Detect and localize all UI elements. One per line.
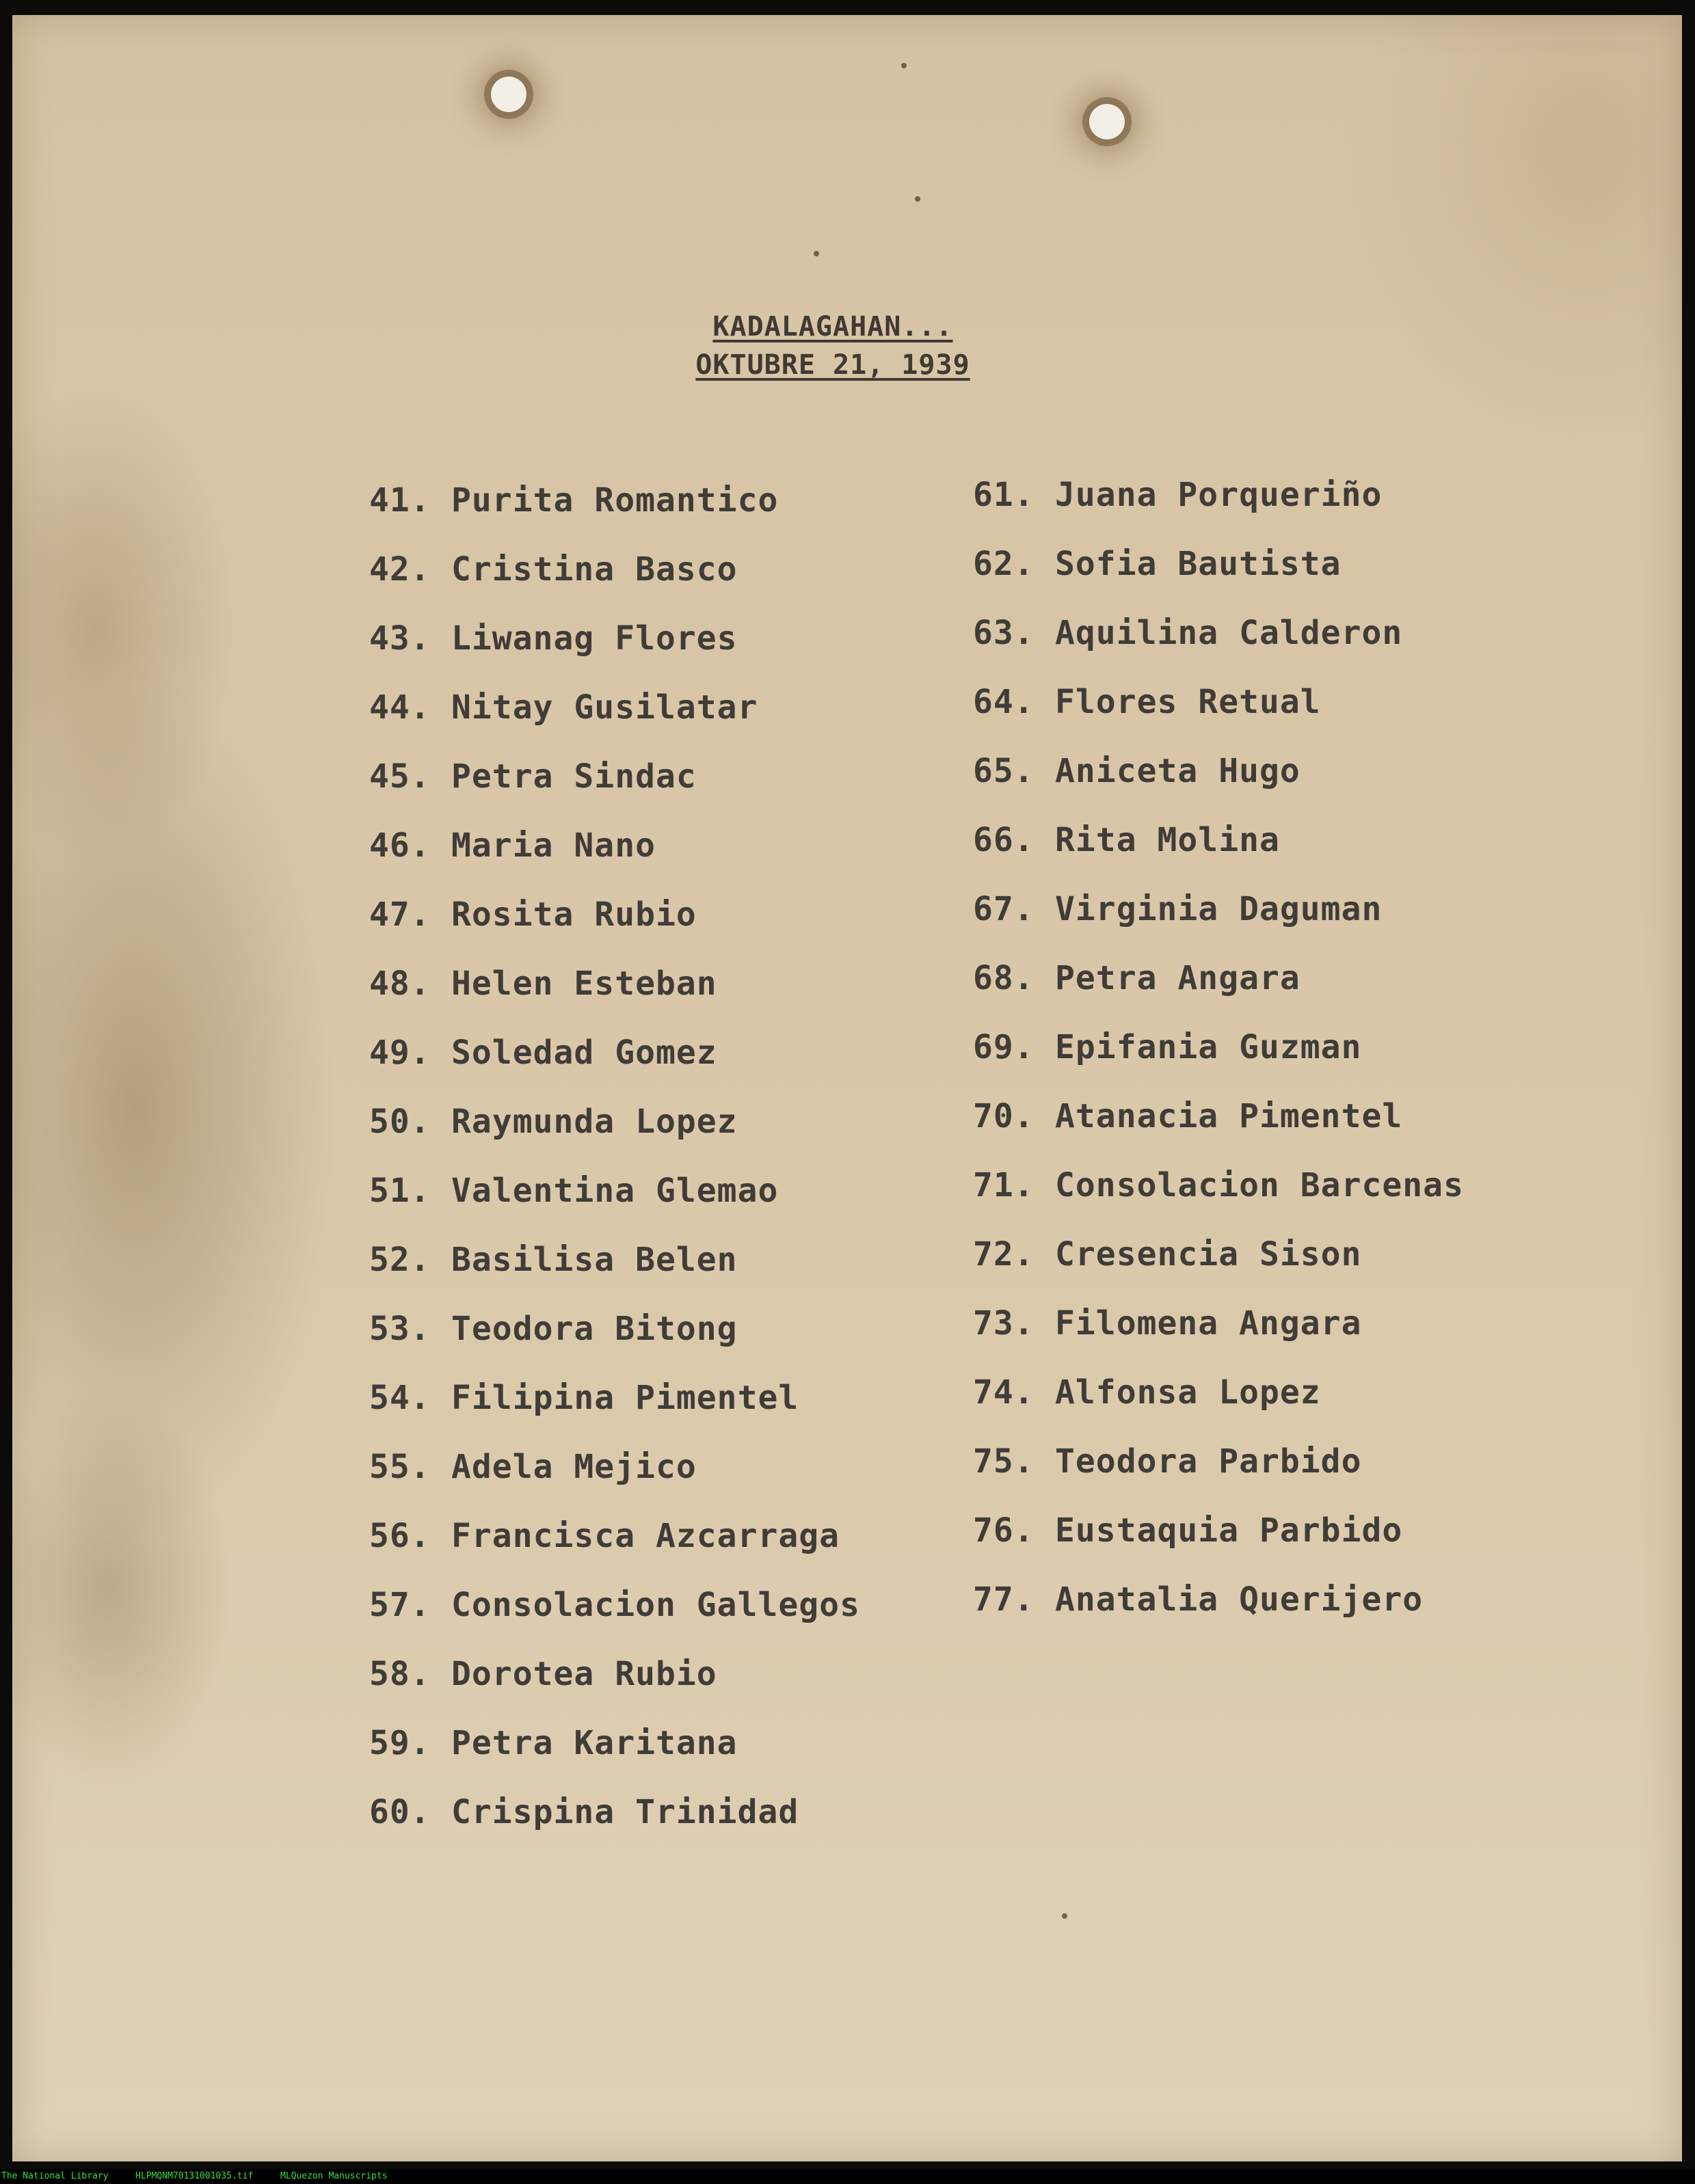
item-name: Teodora Parbido: [1055, 1442, 1362, 1481]
list-item: [369, 825, 860, 894]
document-title: KADALAGAHAN...: [712, 311, 953, 342]
list-item: [973, 612, 1464, 682]
list-item: [369, 894, 860, 963]
item-number: 76.: [973, 1511, 1035, 1550]
document-page: [12, 15, 1682, 2161]
list-item: [973, 1441, 1464, 1510]
item-name: Aquilina Calderon: [1055, 614, 1403, 652]
item-number: 46.: [369, 826, 431, 865]
item-name: Juana Porqueriño: [1055, 476, 1383, 514]
item-name: Petra Karitana: [451, 1724, 738, 1762]
item-number: 44.: [369, 688, 431, 727]
punch-hole-left: [491, 77, 526, 112]
item-name: Adela Mejico: [451, 1448, 697, 1486]
item-number: 71.: [973, 1166, 1035, 1204]
item-name: Cristina Basco: [451, 550, 738, 589]
list-item: [369, 1239, 860, 1308]
list-item: [369, 549, 860, 618]
list-item: [369, 963, 860, 1032]
item-name: Eustaquia Parbido: [1055, 1511, 1403, 1550]
item-number: 42.: [369, 550, 431, 589]
list-item: [973, 1579, 1464, 1648]
item-name: Petra Angara: [1055, 959, 1300, 997]
item-name: Basilisa Belen: [451, 1241, 738, 1279]
list-item: [369, 1032, 860, 1101]
ink-speck: [1062, 1913, 1067, 1919]
item-name: Nitay Gusilatar: [451, 688, 758, 727]
list-item: [369, 1308, 860, 1377]
item-number: 52.: [369, 1241, 431, 1279]
item-number: 56.: [369, 1517, 431, 1555]
list-item: [973, 1027, 1464, 1096]
item-name: Filipina Pimentel: [451, 1379, 799, 1417]
list-item: [973, 474, 1464, 543]
item-name: Consolacion Barcenas: [1055, 1166, 1464, 1204]
item-name: Filomena Angara: [1055, 1304, 1362, 1343]
item-name: Rosita Rubio: [451, 895, 697, 934]
list-item: [973, 820, 1464, 889]
item-name: Crispina Trinidad: [451, 1793, 799, 1831]
item-name: Petra Sindac: [451, 757, 697, 796]
item-number: 67.: [973, 890, 1035, 928]
item-name: Virginia Daguman: [1055, 890, 1383, 928]
list-item: [369, 1723, 860, 1792]
footer-library: The National Library: [1, 2171, 109, 2181]
item-number: 73.: [973, 1304, 1035, 1343]
item-name: Atanacia Pimentel: [1055, 1097, 1403, 1135]
list-item: [369, 1101, 860, 1170]
ink-speck: [814, 251, 819, 256]
item-number: 48.: [369, 965, 431, 1003]
item-number: 54.: [369, 1379, 431, 1417]
list-item: [369, 756, 860, 825]
list-item: [369, 1446, 860, 1515]
item-number: 45.: [369, 757, 431, 796]
list-item: [973, 958, 1464, 1027]
list-item: [973, 682, 1464, 751]
item-number: 43.: [369, 619, 431, 658]
list-item: [369, 1654, 860, 1723]
list-item: [369, 1792, 860, 1861]
list-item: [369, 1585, 860, 1654]
list-item: [973, 1096, 1464, 1165]
list-item: [973, 1234, 1464, 1303]
item-number: 69.: [973, 1028, 1035, 1066]
item-name: Raymunda Lopez: [451, 1103, 738, 1141]
item-number: 68.: [973, 959, 1035, 997]
names-list-left: [369, 480, 860, 1861]
item-number: 61.: [973, 476, 1035, 514]
item-number: 55.: [369, 1448, 431, 1486]
item-number: 75.: [973, 1442, 1035, 1481]
item-name: Flores Retual: [1055, 683, 1321, 721]
list-item: [369, 1515, 860, 1585]
item-name: Rita Molina: [1055, 821, 1280, 859]
item-number: 77.: [973, 1580, 1035, 1619]
list-item: [973, 889, 1464, 958]
item-number: 62.: [973, 545, 1035, 583]
item-number: 74.: [973, 1373, 1035, 1412]
document-date: OKTUBRE 21, 1939: [695, 349, 970, 381]
item-number: 41.: [369, 481, 431, 520]
item-name: Soledad Gomez: [451, 1034, 717, 1072]
item-number: 57.: [369, 1586, 431, 1624]
item-number: 53.: [369, 1310, 431, 1348]
item-name: Cresencia Sison: [1055, 1235, 1362, 1273]
item-number: 49.: [369, 1034, 431, 1072]
item-name: Helen Esteban: [451, 965, 717, 1003]
ink-speck: [901, 63, 907, 68]
item-name: Consolacion Gallegos: [451, 1586, 860, 1624]
item-name: Anatalia Querijero: [1055, 1580, 1424, 1619]
item-number: 70.: [973, 1097, 1035, 1135]
list-item: [973, 1372, 1464, 1441]
item-name: Liwanag Flores: [451, 619, 738, 658]
item-name: Alfonsa Lopez: [1055, 1373, 1321, 1412]
item-name: Francisca Azcarraga: [451, 1517, 840, 1555]
list-item: [973, 1510, 1464, 1579]
list-item: [369, 1377, 860, 1446]
item-number: 59.: [369, 1724, 431, 1762]
punch-hole-right: [1089, 104, 1125, 139]
item-name: Dorotea Rubio: [451, 1655, 717, 1693]
item-name: Epifania Guzman: [1055, 1028, 1362, 1066]
item-number: 72.: [973, 1235, 1035, 1273]
list-item: [973, 543, 1464, 612]
list-item: [369, 618, 860, 687]
item-number: 63.: [973, 614, 1035, 652]
item-name: Teodora Bitong: [451, 1310, 738, 1348]
item-number: 50.: [369, 1103, 431, 1141]
item-name: Aniceta Hugo: [1055, 752, 1300, 790]
item-number: 58.: [369, 1655, 431, 1693]
list-item: [369, 480, 860, 549]
list-item: [369, 687, 860, 756]
footer-filename: HLPMQNM70131001035.tif: [135, 2171, 254, 2181]
names-list-right: [973, 474, 1464, 1648]
ink-speck: [915, 196, 920, 202]
archive-footer: [0, 2169, 1695, 2184]
list-item: [369, 1170, 860, 1239]
document-heading: [641, 308, 1024, 384]
list-item: [973, 1165, 1464, 1234]
item-name: Sofia Bautista: [1055, 545, 1342, 583]
item-number: 65.: [973, 752, 1035, 790]
item-number: 60.: [369, 1793, 431, 1831]
item-number: 47.: [369, 895, 431, 934]
item-name: Purita Romantico: [451, 481, 779, 520]
item-name: Maria Nano: [451, 826, 656, 865]
footer-collection: MLQuezon Manuscripts: [280, 2171, 388, 2181]
list-item: [973, 751, 1464, 820]
item-number: 64.: [973, 683, 1035, 721]
item-name: Valentina Glemao: [451, 1172, 779, 1210]
item-number: 51.: [369, 1172, 431, 1210]
list-item: [973, 1303, 1464, 1372]
item-number: 66.: [973, 821, 1035, 859]
